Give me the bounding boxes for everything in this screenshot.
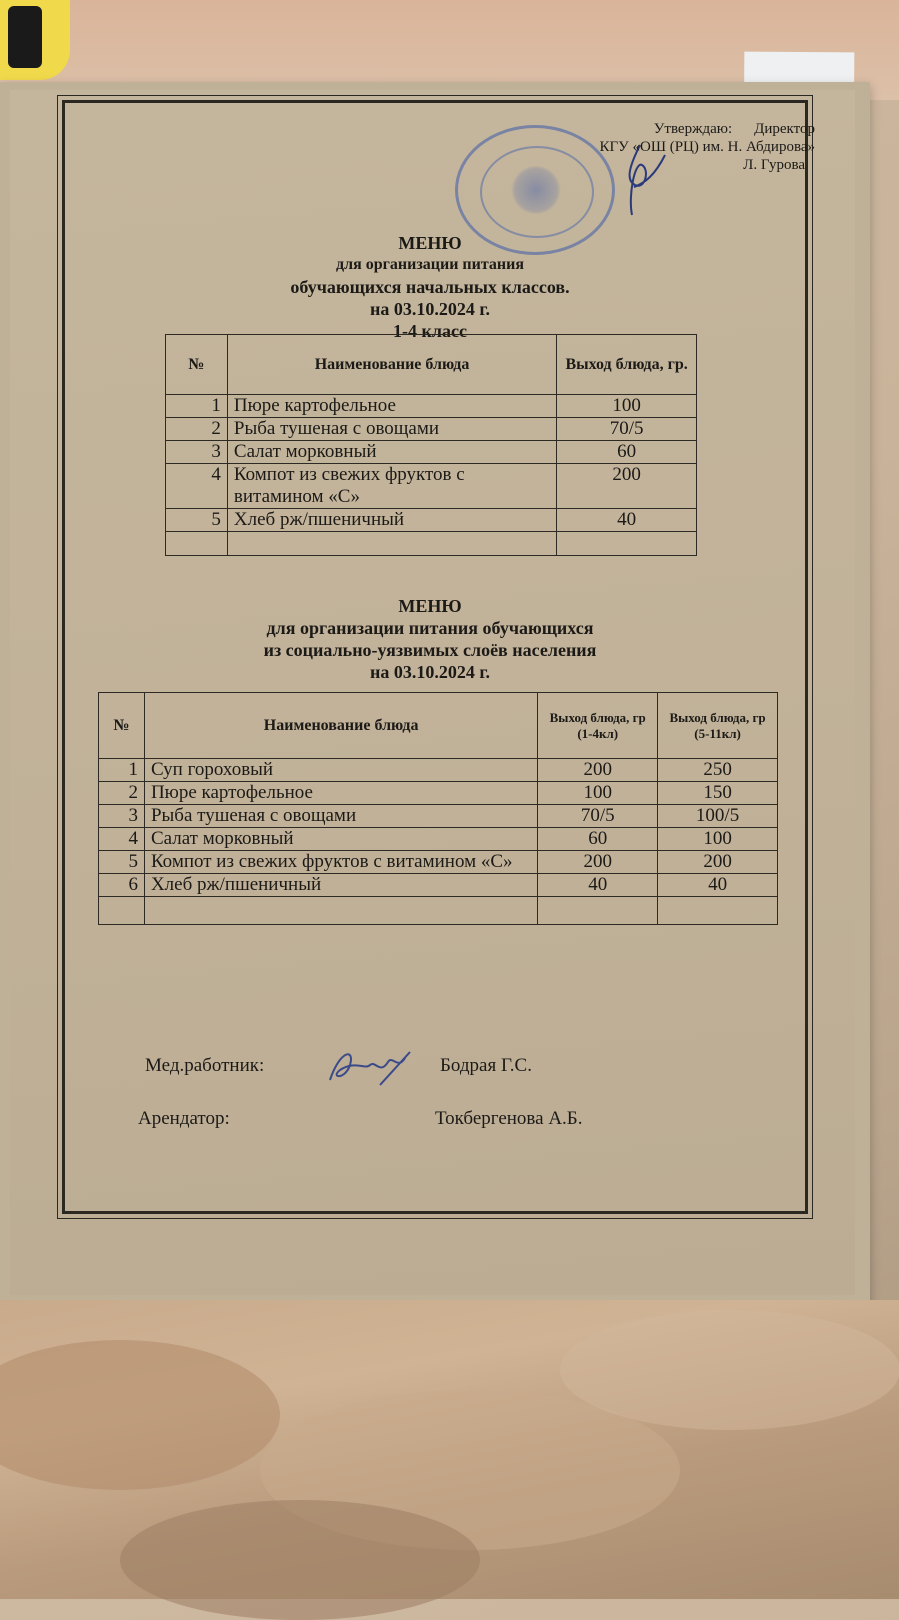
menu2-subtitle2: из социально-уязвимых слоёв населения — [263, 640, 597, 660]
menu2-date: на 03.10.2024 г. — [369, 662, 490, 682]
dish-name: Хлеб рж/пшеничный — [144, 874, 537, 897]
dish-yield: 60 — [557, 441, 697, 464]
row-number: 2 — [99, 782, 145, 805]
menu1-header-name: Наименование блюда — [227, 335, 556, 395]
menu2-heading — [170, 595, 690, 683]
dish-yield-5-11: 200 — [658, 851, 778, 874]
menu1-grade: 1-4 класс — [393, 321, 467, 341]
table-row — [166, 464, 697, 509]
approval-block — [505, 120, 815, 174]
table-row-empty — [99, 897, 778, 925]
row-number: 5 — [166, 509, 228, 532]
row-number: 4 — [166, 464, 228, 509]
dish-name: Хлеб рж/пшеничный — [227, 509, 556, 532]
approval-position: Директор — [754, 121, 815, 137]
row-number: 4 — [99, 828, 145, 851]
table-row — [99, 759, 778, 782]
approval-organization: КГУ «ОШ (РЦ) им. Н. Абдирова» — [599, 139, 815, 155]
menu2-header-yield-5-11: Выход блюда, гр (5-11кл) — [658, 693, 778, 759]
table-row — [166, 509, 697, 532]
row-number: 5 — [99, 851, 145, 874]
menu1-header-row — [166, 335, 697, 395]
table-row — [99, 851, 778, 874]
dish-yield-5-11: 100/5 — [658, 805, 778, 828]
dish-name: Салат морковный — [227, 441, 556, 464]
menu2-table — [98, 692, 778, 925]
table-row — [99, 874, 778, 897]
menu1-header-yield: Выход блюда, гр. — [557, 335, 697, 395]
menu2-header-name: Наименование блюда — [144, 693, 537, 759]
dish-yield-1-4: 40 — [538, 874, 658, 897]
dish-name: Пюре картофельное — [144, 782, 537, 805]
menu2-header-yield-1-4: Выход блюда, гр (1-4кл) — [538, 693, 658, 759]
dish-yield-1-4: 60 — [538, 828, 658, 851]
menu2-title: МЕНЮ — [398, 596, 462, 616]
dish-yield-5-11: 250 — [658, 759, 778, 782]
dish-name: Компот из свежих фруктов с витамином «С» — [144, 851, 537, 874]
dish-name: Суп гороховый — [144, 759, 537, 782]
dish-yield: 40 — [557, 509, 697, 532]
dish-name: Пюре картофельное — [227, 395, 556, 418]
table-row — [166, 418, 697, 441]
dish-yield-1-4: 200 — [538, 851, 658, 874]
dish-name: Салат морковный — [144, 828, 537, 851]
menu2-header-row — [99, 693, 778, 759]
menu1-subtitle1: для организации питания — [336, 256, 524, 273]
table-row-empty — [166, 532, 697, 556]
row-number: 1 — [99, 759, 145, 782]
desk-surface — [0, 1300, 899, 1599]
dish-yield-5-11: 40 — [658, 874, 778, 897]
row-number: 6 — [99, 874, 145, 897]
tenant-name: Токбергенова А.Б. — [435, 1108, 583, 1129]
table-row — [99, 805, 778, 828]
dish-yield-1-4: 200 — [538, 759, 658, 782]
table-row — [99, 828, 778, 851]
menu1-heading — [180, 232, 680, 342]
menu1-date: на 03.10.2024 г. — [369, 299, 490, 319]
dish-yield: 200 — [557, 464, 697, 509]
yellow-poster-corner — [0, 0, 70, 80]
menu1-table — [165, 334, 697, 556]
table-row — [166, 395, 697, 418]
dish-name: Рыба тушеная с овощами — [144, 805, 537, 828]
med-worker-signature-icon — [320, 1040, 420, 1090]
menu1-title: МЕНЮ — [398, 233, 462, 253]
menu2-subtitle1: для организации питания обучающихся — [266, 618, 594, 638]
med-worker-name: Бодрая Г.С. — [440, 1055, 532, 1076]
dish-yield-1-4: 70/5 — [538, 805, 658, 828]
med-worker-label: Мед.работник: — [145, 1055, 265, 1076]
approval-director-name: Л. Гурова — [743, 157, 805, 173]
dish-name: Рыба тушеная с овощами — [227, 418, 556, 441]
dish-name: Компот из свежих фруктов с витамином «С» — [227, 464, 556, 509]
table-row — [166, 441, 697, 464]
menu1-subtitle2: обучающихся начальных классов. — [290, 277, 570, 297]
dish-yield: 70/5 — [557, 418, 697, 441]
menu2-header-num: № — [99, 693, 145, 759]
menu1-header-num: № — [166, 335, 228, 395]
dish-yield-5-11: 150 — [658, 782, 778, 805]
row-number: 3 — [166, 441, 228, 464]
approval-label: Утверждаю: — [653, 121, 733, 137]
dish-yield: 100 — [557, 395, 697, 418]
tenant-label: Арендатор: — [138, 1108, 230, 1129]
row-number: 2 — [166, 418, 228, 441]
dish-yield-1-4: 100 — [538, 782, 658, 805]
row-number: 1 — [166, 395, 228, 418]
table-row — [99, 782, 778, 805]
row-number: 3 — [99, 805, 145, 828]
dish-yield-5-11: 100 — [658, 828, 778, 851]
